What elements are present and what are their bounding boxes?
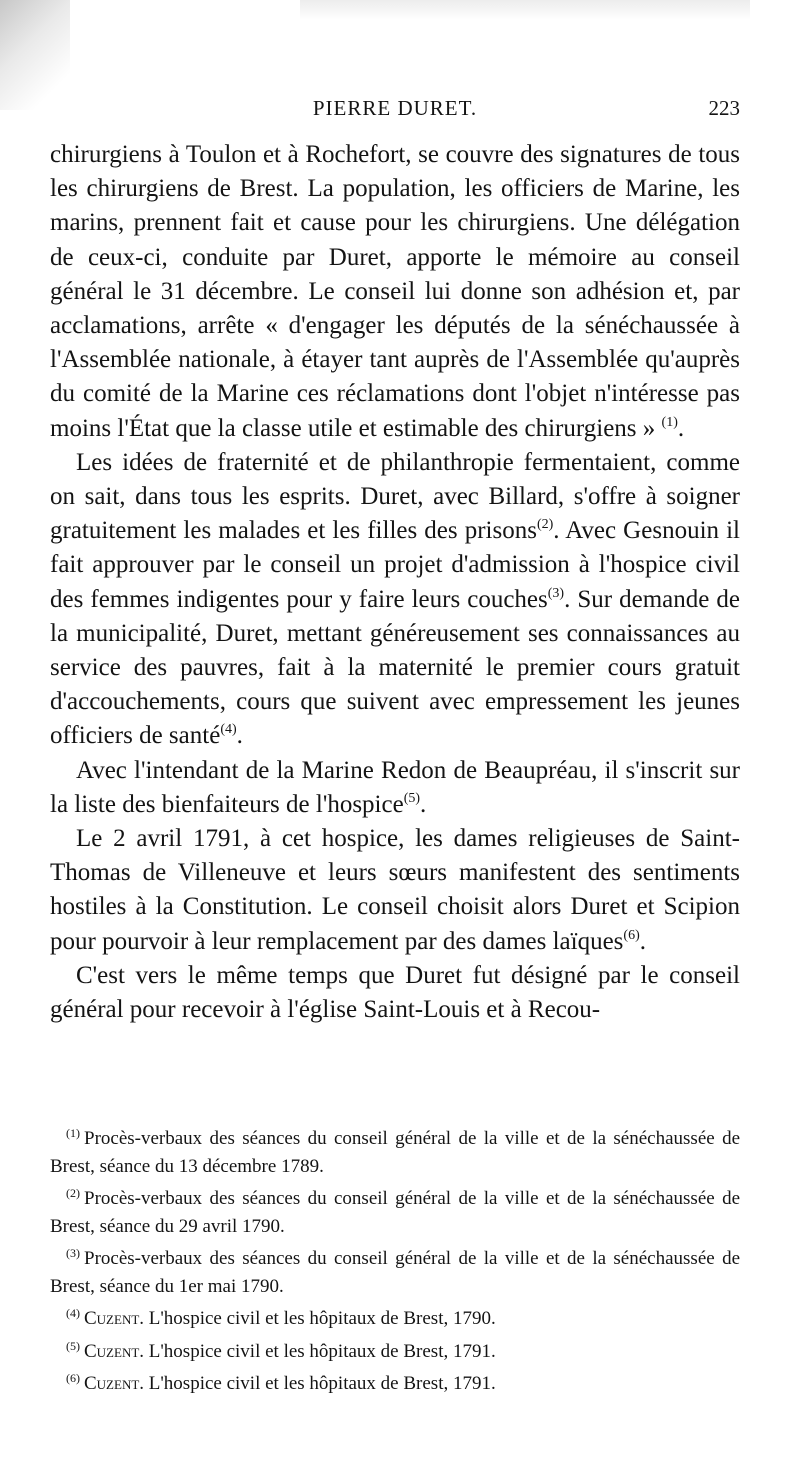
footnote-text: Procès-verbaux des séances du conseil général de la ville et de la sénéchaussée de Brest, séance du 1er mai 1790. <box>50 1248 740 1297</box>
footnote-author: Cuzent. <box>84 1373 145 1394</box>
footnote-2 <box>50 1180 740 1240</box>
running-head <box>50 96 740 128</box>
paragraph-2-part-1: Les idées de fraternité et de philanthropie fermentaient, comme on sait, dans tous les esprits. Duret, avec Billard, s'offre à soigner gratuitement les malades et les filles des prisons <box>50 448 740 545</box>
footnote-number: (3) <box>66 1246 80 1260</box>
footnote-text: L'hospice civil et les hôpitaux de Brest, 1791. <box>148 1340 496 1362</box>
footnote-ref-4: (4) <box>220 722 237 738</box>
footnote-text: Procès-verbaux des séances du conseil général de la ville et de la sénéchaussée de Brest, séance du 13 décembre 1789. <box>50 1128 740 1177</box>
footnote-3 <box>50 1240 740 1300</box>
footnote-1 <box>50 1120 740 1180</box>
footnote-6 <box>50 1365 740 1398</box>
paragraph-2-part-3: . Sur demande de la municipalité, Duret, mettant généreusement ses connaissances au service des pauvres, fait à la maternité le premier cours gratuit d'accouchements, cours que suivent avec empressement les jeunes officiers de santé <box>50 585 740 750</box>
footnote-number: (2) <box>66 1186 80 1200</box>
paragraph-2-part-2: . Avec Gesnouin il fait approuver par le conseil un projet d'admission à l'hospice civil des femmes indigentes pour y faire leurs couches <box>50 517 740 613</box>
footnote-text: Procès-verbaux des séances du conseil général de la ville et de la sénéchaussée de Brest, séance du 29 avril 1790. <box>50 1188 740 1237</box>
paragraph-5 <box>50 959 740 1027</box>
footnote-5 <box>50 1333 740 1366</box>
footnote-author: Cuzent. <box>84 1340 145 1362</box>
paragraph-1-tail: . <box>677 414 685 442</box>
footnote-ref-1: (1) <box>661 414 678 430</box>
footnote-author: Cuzent. <box>84 1308 145 1329</box>
paragraph-4 <box>50 822 740 959</box>
paragraph-5-text: C'est vers le même temps que Duret fut désigné par le conseil général pour recevoir à l'église Saint-Louis et à Recou- <box>50 961 740 1024</box>
footnote-ref-6: (6) <box>623 927 640 943</box>
running-title: PIERRE DURET. <box>312 96 478 120</box>
footnote-number: (6) <box>66 1371 80 1385</box>
footnote-ref-2: (2) <box>536 517 554 533</box>
footnote-text: L'hospice civil et les hôpitaux de Brest, 1791. <box>148 1373 496 1394</box>
footnote-number: (4) <box>66 1306 80 1320</box>
paragraph-2-part-4: . <box>236 722 243 750</box>
paragraph-1-text: chirurgiens à Toulon et à Rochefort, se couvre des signatures de tous les chirurgiens de Brest. La population, les officiers de Marine, les marins, prennent fait et cause pour les chirurgiens. Une délégation de ceux-ci, conduite par Duret, apporte le mémoire au conseil général le 31 décembre. Le conseil lui donne son adhésion et, par acclamations, arrête « d'engager les députés de la sénéchaussée à l'Assemblée nationale, à étayer tant auprès de l'Assemblée qu'auprès du comité de la Marine ces réclamations dont l'objet n'intéresse pas moins l'État que la classe utile et estimable des chirurgiens » <box>50 141 740 442</box>
footnote-ref-3: (3) <box>547 585 565 601</box>
body-text <box>50 138 740 1027</box>
paragraph-4-text: Le 2 avril 1791, à cet hospice, les dames religieuses de Saint-Thomas de Villeneuve et leurs sœurs manifestent des sentiments hostiles à la Constitution. Le conseil choisit alors Duret et Scipion pour pourvoir à leur remplacement par des dames laïques <box>50 825 740 955</box>
paragraph-4-tail: . <box>639 927 646 955</box>
footnote-text: L'hospice civil et les hôpitaux de Brest, 1790. <box>148 1308 496 1329</box>
paragraph-3-text: Avec l'intendant de la Marine Redon de Beaupréau, il s'inscrit sur la liste des bienfaiteurs de l'hospice <box>50 756 740 818</box>
paragraph-2 <box>50 446 740 754</box>
footnote-number: (1) <box>66 1126 80 1140</box>
page-number: 223 <box>708 96 740 120</box>
footnote-ref-5: (5) <box>403 790 421 806</box>
paragraph-3 <box>50 754 740 822</box>
footnote-number: (5) <box>66 1338 80 1353</box>
footnotes <box>50 1120 740 1398</box>
paragraph-1 <box>50 138 740 446</box>
paragraph-3-tail: . <box>420 790 427 818</box>
footnote-4 <box>50 1300 740 1333</box>
